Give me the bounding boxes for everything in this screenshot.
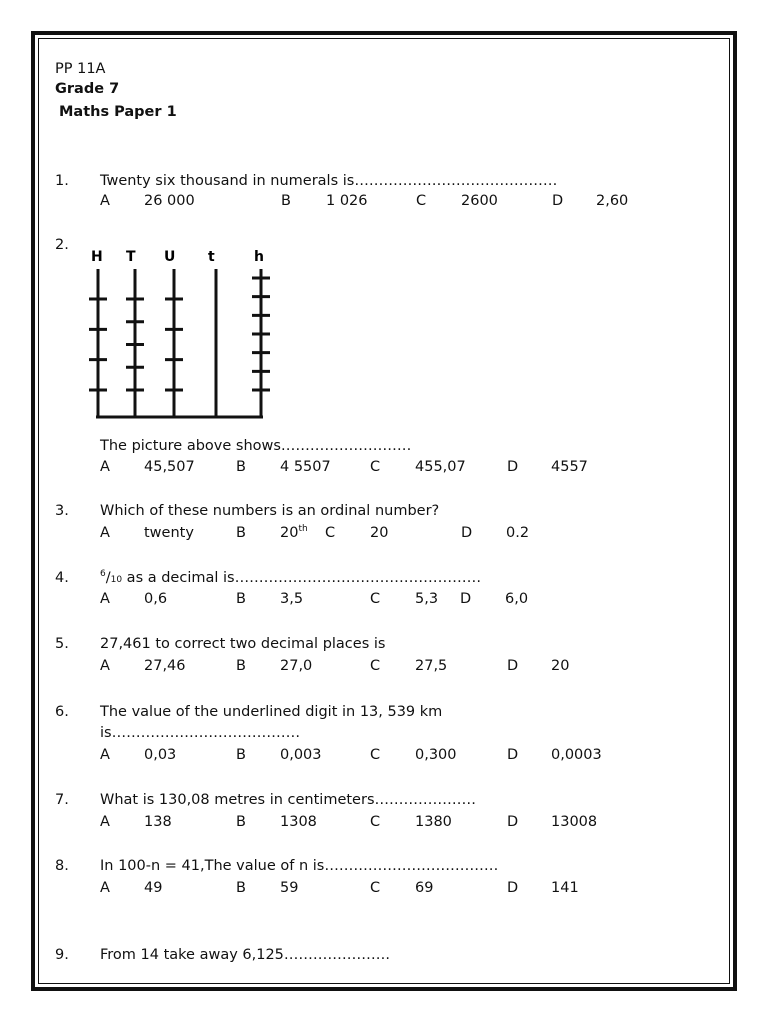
option-letter: B xyxy=(236,591,246,607)
option-value: 0,03 xyxy=(144,747,177,763)
option-value: 20 xyxy=(551,658,570,674)
option-letter: A xyxy=(100,193,110,209)
option-value: 5,3 xyxy=(415,591,439,607)
option-letter: B xyxy=(236,747,246,763)
option-value: 20th xyxy=(280,524,308,541)
abacus-label-hundredths: h xyxy=(254,249,264,265)
option-value: 0.2 xyxy=(506,525,530,541)
option-letter: B xyxy=(236,525,246,541)
option-value: 3,5 xyxy=(280,591,304,607)
question-text: The value of the underlined digit in 13, 539 km xyxy=(100,704,443,720)
question-text: From 14 take away 6,125…………………. xyxy=(100,947,391,963)
question-number: 5. xyxy=(55,636,69,652)
option-letter: B xyxy=(236,459,246,475)
question-number: 2. xyxy=(55,237,69,253)
option-value: 2600 xyxy=(461,193,498,209)
option-value: 27,0 xyxy=(280,658,313,674)
option-value: 0,300 xyxy=(415,747,457,763)
option-letter: D xyxy=(507,814,519,830)
option-letter: A xyxy=(100,525,110,541)
question-number: 3. xyxy=(55,503,69,519)
option-letter: D xyxy=(507,880,519,896)
grade-heading: Grade 7 xyxy=(55,81,120,97)
question-text: In 100-n = 41,The value of n is……………………………… xyxy=(100,858,499,874)
option-value: 0,003 xyxy=(280,747,322,763)
question-text: 27,461 to correct two decimal places is xyxy=(100,636,386,652)
option-letter: C xyxy=(370,459,381,475)
option-value: 4 5507 xyxy=(280,459,331,475)
subject-heading: Maths Paper 1 xyxy=(59,104,177,120)
question-number: 4. xyxy=(55,570,69,586)
option-value: 1380 xyxy=(415,814,452,830)
option-letter: B xyxy=(236,658,246,674)
option-letter: D xyxy=(507,459,519,475)
option-value: 0,6 xyxy=(144,591,168,607)
option-value: 69 xyxy=(415,880,434,896)
abacus-label-tens: T xyxy=(126,249,136,265)
option-value: 138 xyxy=(144,814,172,830)
option-letter: D xyxy=(461,525,473,541)
option-value: 45,507 xyxy=(144,459,195,475)
option-value: 49 xyxy=(144,880,163,896)
option-letter: C xyxy=(370,747,381,763)
option-letter: D xyxy=(507,658,519,674)
option-value: 455,07 xyxy=(415,459,466,475)
question-number: 8. xyxy=(55,858,69,874)
option-value: 1308 xyxy=(280,814,317,830)
option-value: 20 xyxy=(370,525,389,541)
abacus-label-tenths: t xyxy=(208,249,215,265)
option-letter: C xyxy=(370,880,381,896)
option-letter: B xyxy=(236,880,246,896)
option-value: 4557 xyxy=(551,459,588,475)
option-letter: C xyxy=(416,193,427,209)
question-text: The picture above shows……………………… xyxy=(100,438,412,454)
option-letter: A xyxy=(100,880,110,896)
option-letter: B xyxy=(281,193,291,209)
option-letter: C xyxy=(370,814,381,830)
option-value: 2,60 xyxy=(596,193,629,209)
option-value: 1 026 xyxy=(326,193,368,209)
question-number: 7. xyxy=(55,792,69,808)
option-value: twenty xyxy=(144,525,194,541)
option-value: 27,5 xyxy=(415,658,448,674)
option-value: 0,0003 xyxy=(551,747,602,763)
option-letter: C xyxy=(370,591,381,607)
option-letter: D xyxy=(460,591,472,607)
option-value: 26 000 xyxy=(144,193,195,209)
abacus-label-units: U xyxy=(164,249,176,265)
question-text-continued: is………………………………… xyxy=(100,725,301,741)
abacus-diagram xyxy=(84,244,284,424)
option-value: 27,46 xyxy=(144,658,186,674)
option-value: 59 xyxy=(280,880,299,896)
abacus-label-hundreds: H xyxy=(91,249,103,265)
ordinal-suffix: th xyxy=(298,524,308,535)
option-letter: A xyxy=(100,814,110,830)
option-letter: D xyxy=(507,747,519,763)
fraction-numerator: 6 xyxy=(100,569,106,580)
option-letter: A xyxy=(100,459,110,475)
question-text: Which of these numbers is an ordinal number? xyxy=(100,503,440,519)
option-letter: C xyxy=(370,658,381,674)
paper-code: PP 11A xyxy=(55,61,106,77)
option-letter: D xyxy=(552,193,564,209)
option-letter: A xyxy=(100,747,110,763)
option-value: 6,0 xyxy=(505,591,529,607)
question-text: What is 130,08 metres in centimeters………………… xyxy=(100,792,476,808)
option-letter: A xyxy=(100,658,110,674)
question-text: $^6$/10 as a decimal is…………………………………………… xyxy=(100,569,482,586)
question-number: 6. xyxy=(55,704,69,720)
option-value: 141 xyxy=(551,880,579,896)
option-letter: C xyxy=(325,525,336,541)
question-text: Twenty six thousand in numerals is…………………………………… xyxy=(100,173,558,189)
question-number: 1. xyxy=(55,173,69,189)
fraction-denominator: 10 xyxy=(110,575,123,585)
option-letter: A xyxy=(100,591,110,607)
option-letter: B xyxy=(236,814,246,830)
option-value: 13008 xyxy=(551,814,598,830)
question-number: 9. xyxy=(55,947,69,963)
